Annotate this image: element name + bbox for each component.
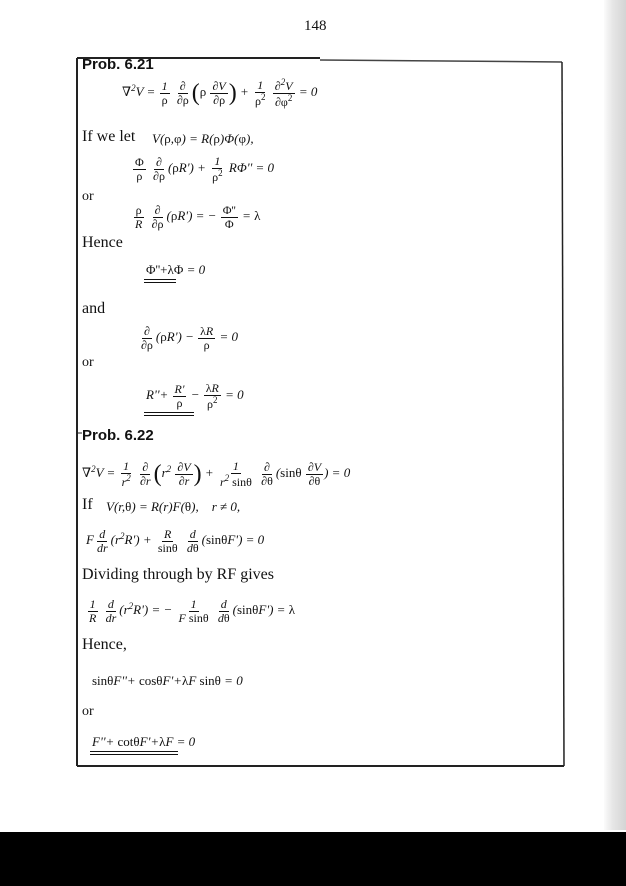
radial-equation-cylindrical: $\frac{\partial}{\partial\rho}$ (ρR') − $\frac{\lambda R}{\rho}$ = 0	[141, 324, 239, 352]
phi-equation-underline-2	[144, 282, 176, 283]
hence-label-1: Hence	[82, 234, 123, 251]
or-label-2: or	[82, 355, 94, 370]
page-number: 148	[304, 18, 327, 34]
and-label: and	[82, 300, 106, 317]
cylindrical-separated-equation: $\frac{\rho}{R}$ $\frac{\partial}{\partial\rho}$ (ρR') = − $\frac{\Phi''}{\Phi}$ = λ	[135, 203, 261, 231]
dividing-text: Dividing through by RF gives	[82, 566, 275, 583]
footer-black-bar	[0, 832, 626, 886]
theta-result-underline-2	[90, 754, 178, 755]
phi-equation-result: Φ''+λΦ = 0	[146, 262, 206, 277]
phi-equation-underline-1	[144, 279, 176, 280]
radial-result-underline-2	[144, 415, 194, 416]
theta-equation: sinθF''+ cosθF'+λF sinθ = 0	[92, 673, 243, 688]
or-label-1: or	[82, 189, 94, 204]
separation-cylindrical: V(ρ,φ) = R(ρ)Φ(φ),	[152, 131, 254, 146]
spherical-substituted-equation: F $\frac{d}{dr}$ $(r^2R')$ + $\frac{R}{\sin\theta}$ $\frac{d}{d\theta}$ (sinθF') = 0	[86, 527, 265, 555]
cylindrical-substituted-equation: $\frac{\Phi}{\rho}$ $\frac{\partial}{\partial\rho}$ (ρR') + $\frac{1}{\rho^2}$ RΦ'' = 0	[135, 154, 275, 184]
hence-label-2: Hence,	[82, 636, 127, 653]
or-label-3: or	[82, 704, 94, 719]
separation-spherical: V(r,θ) = R(r)F(θ), r ≠ 0,	[106, 499, 241, 514]
radial-equation-result: R''+ $\frac{R'}{\rho}$ − $\frac{\lambda R}{\rho^2}$ = 0	[146, 381, 244, 411]
prob-6-21-heading: Prob. 6.21	[82, 56, 154, 73]
laplacian-cylindrical-equation: ∇$^2$V = $\frac{1}{\rho}$ $\frac{\partial}{\partial\rho}$ (ρ $\frac{\partial V}{\partial\rho}$ ) + $\frac{1}{\rho^2}$ $\frac{\partial^2V}{\partial\varphi^2}$ = 0	[122, 77, 318, 109]
theta-result-underline-1	[90, 751, 178, 752]
if-label: If	[82, 496, 93, 513]
spherical-separated-equation: $\frac{1}{R}$ $\frac{d}{dr}$ $(r^2R')$ = − $\frac{1}{\text{F sinθ}}$ $\frac{d}{d\theta}$ (sinθF') = λ	[89, 597, 296, 625]
theta-equation-result: F''+ cotθF'+λF = 0	[92, 734, 196, 749]
if-we-let-label: If we let	[82, 128, 136, 145]
prob-6-22-heading: Prob. 6.22	[82, 427, 154, 444]
radial-result-underline-1	[144, 412, 194, 413]
laplacian-spherical-equation: ∇$^2$V = $\frac{1}{r^2}$ $\frac{\partial}{\partial r}$ ($r^2$ $\frac{\partial V}{\partial r}$ ) + $\frac{1}{r^2 \sin\theta}$ $\frac{\partial}{\partial\theta}$ (sinθ $\frac{\partial V}{\partial\theta}$ ) = 0	[82, 459, 351, 489]
